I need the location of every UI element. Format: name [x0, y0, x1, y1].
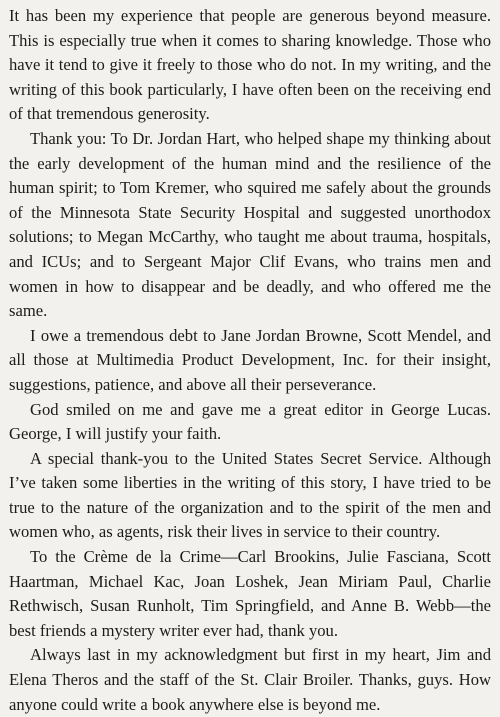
paragraph-thank-you: Thank you: To Dr. Jordan Hart, who helped shape my thinking about the early development of the human mind and the resilience of the human spirit; to Tom Kremer, who squired me safely about the grounds of the Minnesota State Security Hospital and suggested unorthodox solutions; to Megan McCarthy, who taught me about trauma, hospitals, and ICUs; and to Sergeant Major Clif Evans, who trains men and women in how to disappear and be deadly, and who offered me the same. [9, 128, 491, 321]
paragraph-editor: God smiled on me and gave me a great editor in George Lucas. George, I will justify your faith. [9, 399, 491, 444]
paragraph-creme-de-la-crime: To the Crème de la Crime—Carl Brookins, Julie Fasciana, Scott Haartman, Michael Kac, Joan Loshek, Jean Miriam Paul, Charlie Rethwisch, Susan Runholt, Tim Springfield, and Anne B. Webb—the best friends a mystery writer ever had, thank you. [9, 547, 491, 640]
paragraph-last-acknowledgment: Always last in my acknowledgment but first in my heart, Jim and Elena Theros and the staff of the St. Clair Broiler. Thanks, guys. How anyone could write a book anywhere else is beyond me. [9, 645, 491, 714]
paragraph-debt: I owe a tremendous debt to Jane Jordan Browne, Scott Mendel, and all those at Multimedia Product Development, Inc. for their insight, suggestions, patience, and above all their perseverance. [9, 325, 491, 394]
paragraph-generosity: It has been my experience that people are generous beyond measure. This is especially true when it comes to sharing knowledge. Those who have it tend to give it freely to those who do not. In my writing, and the writing of this book particularly, I have often been on the receiving end of that tremendous generosity. [9, 6, 491, 124]
paragraph-secret-service: A special thank-you to the United States Secret Service. Although I’ve taken some liberties in the writing of this story, I have tried to be true to the nature of the organization and to the spirit of the men and women who, as agents, risk their lives in service to their country. [9, 448, 491, 542]
